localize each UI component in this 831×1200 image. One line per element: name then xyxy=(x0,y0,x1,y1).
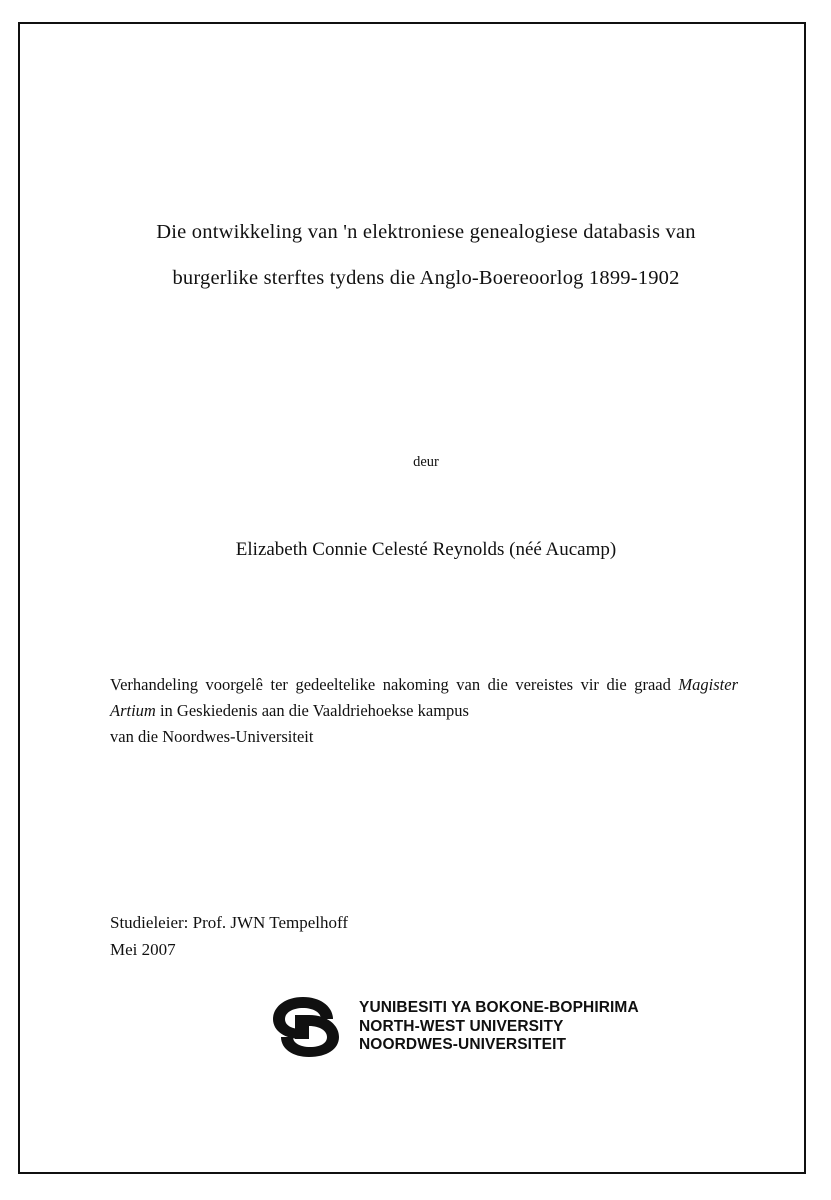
statement-line-2-prefix: graad xyxy=(634,675,679,694)
statement-line-1: Verhandeling voorgelê ter gedeeltelike nakoming van die vereistes vir die xyxy=(110,675,627,694)
page-content xyxy=(106,24,746,1172)
logo-line-setswana: YUNIBESITI YA BOKONE-BOPHIRIMA xyxy=(359,999,639,1017)
degree-name: Magister Artium xyxy=(110,675,738,720)
submission-date: Mei 2007 xyxy=(110,940,176,959)
logo-line-afrikaans: NOORDWES-UNIVERSITEIT xyxy=(359,1036,567,1054)
university-logo xyxy=(261,987,741,1067)
page-border xyxy=(18,22,806,1174)
title-line-1: Die ontwikkeling van 'n elektroniese genealogiese databasis van xyxy=(156,221,696,243)
supervisor-block xyxy=(110,909,610,963)
logo-text-block xyxy=(359,999,639,1055)
logo-line-english: NORTH-WEST UNIVERSITY xyxy=(359,1017,564,1035)
page-title xyxy=(106,209,746,301)
title-line-2: burgerlike sterftes tydens die Anglo-Boereoorlog 1899-1902 xyxy=(172,267,680,289)
statement-line-2-suffix: in Geskiedenis aan die Vaaldriehoekse kampus xyxy=(155,701,469,720)
by-label: deur xyxy=(413,454,439,470)
degree-statement xyxy=(110,672,738,750)
nwu-emblem-icon xyxy=(261,991,351,1063)
supervisor-name: Studieleier: Prof. JWN Tempelhoff xyxy=(110,913,349,932)
statement-line-3: van die Noordwes-Universiteit xyxy=(110,727,314,746)
author-name: Elizabeth Connie Celesté Reynolds (néé Aucamp) xyxy=(235,539,617,560)
